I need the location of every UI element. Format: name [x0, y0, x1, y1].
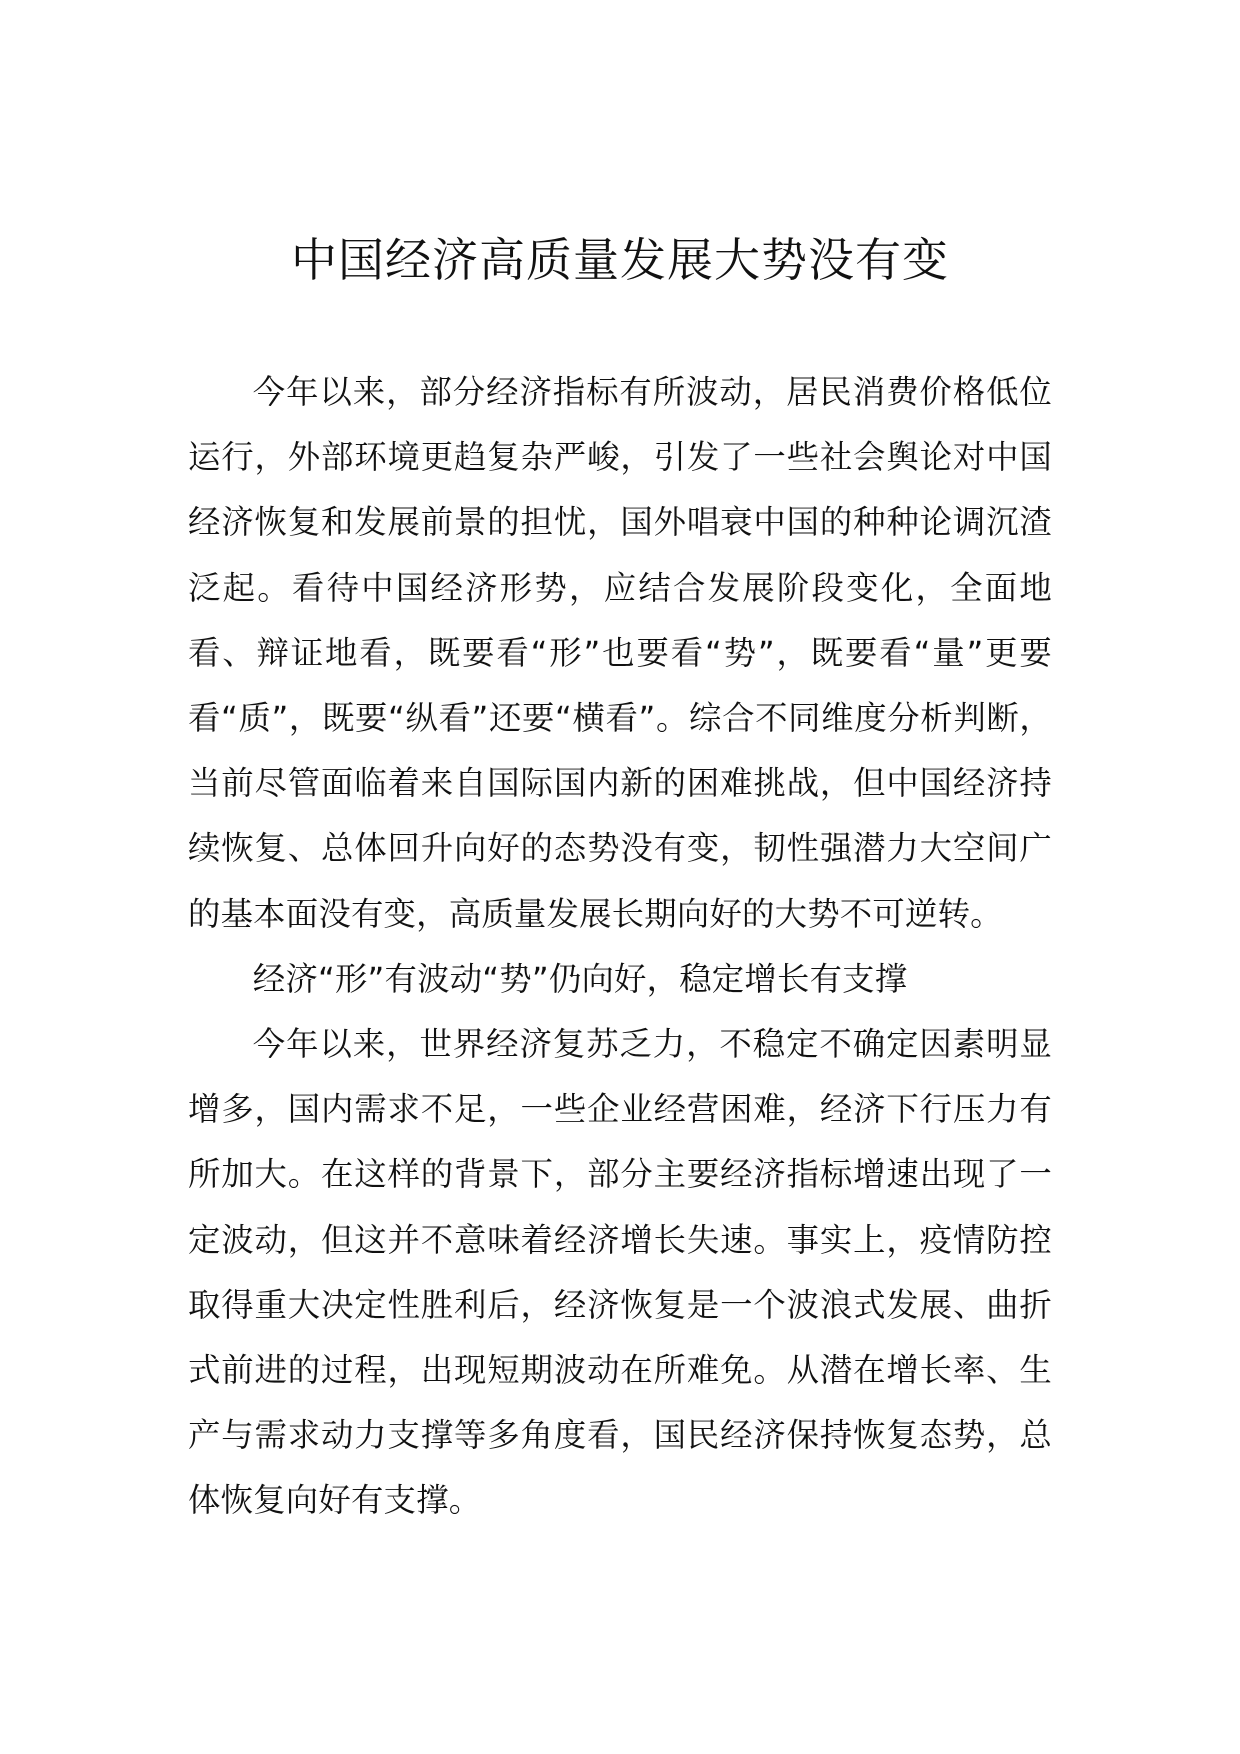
paragraph-economy-trend: 今年以来，世界经济复苏乏力，不稳定不确定因素明显增多，国内需求不足，一些企业经营困难，经济下行压力有所加大。在这样的背景下，部分主要经济指标增速出现了一定波动，但这并不意味着经济增长失速。事实上，疫情防控取得重大决定性胜利后，经济恢复是一个波浪式发展、曲折式前进的过程，出现短期波动在所难免。从潜在增长率、生产与需求动力支撑等多角度看，国民经济保持恢复态势，总体恢复向好有支撑。: [188, 1025, 1052, 1520]
document-title: 中国经济高质量发展大势没有变: [291, 233, 949, 287]
paragraph-intro: 今年以来，部分经济指标有所波动，居民消费价格低位运行，外部环境更趋复杂严峻，引发了一些社会舆论对中国经济恢复和发展前景的担忧，国外唱衰中国的种种论调沉渣泛起。看待中国经济形势，应结合发展阶段变化，全面地看、辩证地看，既要看“形”也要看“势”，既要看“量”更要看“质”，既要“纵看”还要“横看”。综合不同维度分析判断，当前尽管面临着来自国际国内新的困难挑战，但中国经济持续恢复、总体回升向好的态势没有变，韧性强潜力大空间广的基本面没有变，高质量发展长期向好的大势不可逆转。: [188, 373, 1052, 933]
document-body: [188, 360, 1052, 1534]
section-subheading: 经济“形”有波动“势”仍向好，稳定增长有支撑: [252, 959, 908, 998]
